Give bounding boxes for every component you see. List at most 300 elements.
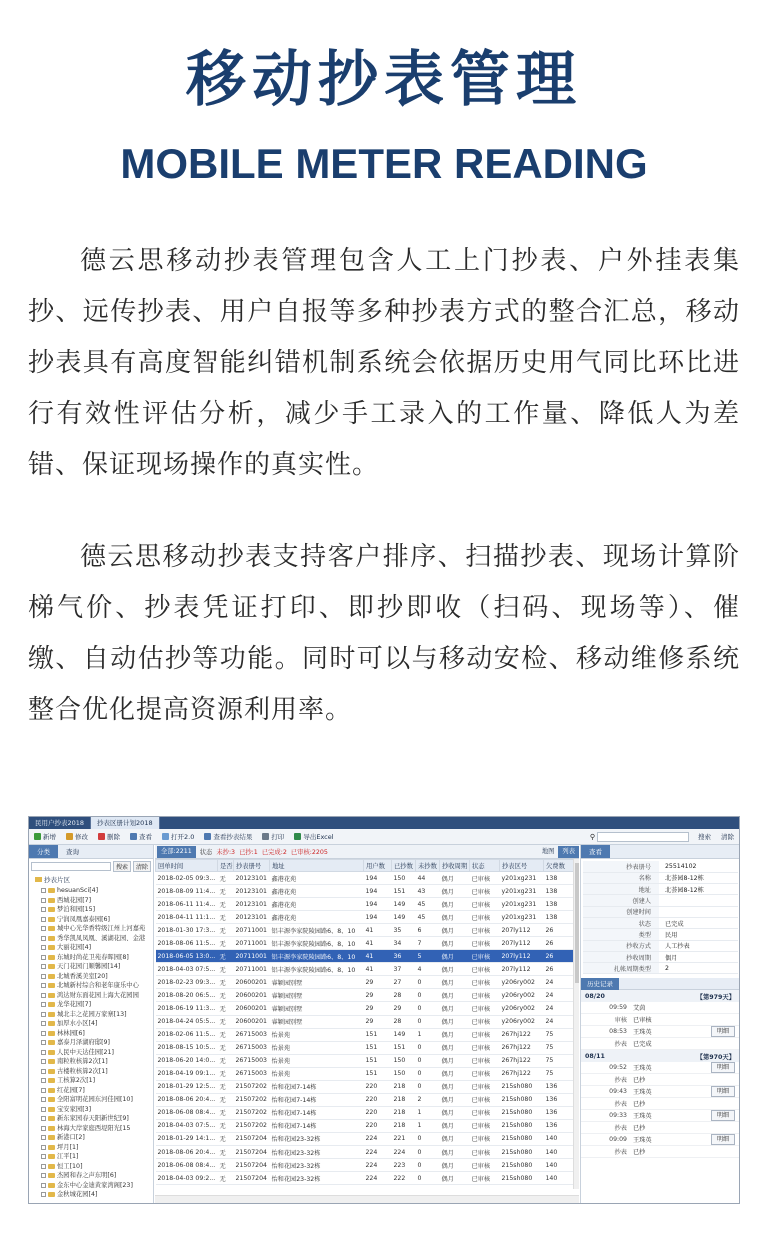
- history-row: [581, 1086, 739, 1098]
- property-value: [659, 906, 738, 917]
- expand-icon[interactable]: [41, 1002, 46, 1007]
- expand-icon[interactable]: [41, 1192, 46, 1197]
- column-header[interactable]: 抄表册号: [234, 860, 270, 872]
- table-cell: 20123101: [234, 872, 270, 885]
- reviewed-count: 已审核:2205: [290, 849, 328, 856]
- expand-icon[interactable]: [41, 1012, 46, 1017]
- table-row[interactable]: [156, 1041, 574, 1054]
- search-button[interactable]: 搜索: [698, 833, 711, 841]
- history-value: 已完成: [633, 1041, 652, 1049]
- tree-item[interactable]: [41, 1162, 153, 1172]
- tree-item[interactable]: [41, 1048, 153, 1058]
- clear-button[interactable]: 清除: [721, 833, 734, 841]
- property-key: 地址: [583, 884, 659, 895]
- table-cell: 41: [364, 924, 392, 937]
- expand-icon[interactable]: [41, 888, 46, 893]
- table-cell: 34: [392, 937, 416, 950]
- table-cell: 无: [218, 1067, 234, 1080]
- table-cell: 怡和花园23-32栋: [270, 1145, 364, 1158]
- table-cell: 45: [416, 911, 440, 924]
- expand-icon[interactable]: [41, 1116, 46, 1121]
- folder-icon: [48, 1078, 55, 1083]
- table-cell: 无: [218, 898, 234, 911]
- table-cell: 偶月: [440, 1015, 470, 1028]
- expand-icon[interactable]: [41, 983, 46, 988]
- table-cell: 20123101: [234, 885, 270, 898]
- table-cell: 220: [364, 1119, 392, 1132]
- folder-icon: [48, 1050, 55, 1055]
- history-date: 08/11: [585, 1052, 605, 1060]
- delete-label: 删除: [107, 833, 120, 841]
- expand-icon[interactable]: [41, 993, 46, 998]
- table-cell: 偶月: [440, 872, 470, 885]
- view-label: 查看: [139, 833, 152, 841]
- grid-horizontal-scrollbar[interactable]: [155, 1195, 579, 1203]
- table-cell: 已审核: [470, 872, 500, 885]
- tree-search: [29, 859, 153, 873]
- tree-item[interactable]: [41, 1124, 153, 1134]
- table-cell: 222: [392, 1172, 416, 1185]
- table-cell: y201xg231: [500, 911, 544, 924]
- table-cell: 睿颖园别墅: [270, 976, 364, 989]
- read-count: 已抄:1: [239, 849, 258, 856]
- table-cell: 2018-04-24 05:5...: [156, 1015, 218, 1028]
- table-cell: 无: [218, 885, 234, 898]
- table-cell: 215sh080: [500, 1093, 544, 1106]
- expand-icon[interactable]: [41, 945, 46, 950]
- table-cell: 20711001: [234, 950, 270, 963]
- table-cell: 149: [392, 898, 416, 911]
- expand-icon[interactable]: [41, 907, 46, 912]
- column-header[interactable]: 地址: [270, 860, 364, 872]
- expand-icon[interactable]: [41, 1135, 46, 1140]
- add-button[interactable]: [29, 832, 61, 841]
- table-cell: 铝丰源李家院陵园路6、8、10: [270, 950, 364, 963]
- property-key: 创建人: [583, 895, 659, 906]
- folder-icon: [48, 926, 55, 931]
- expand-icon[interactable]: [41, 1107, 46, 1112]
- folder-icon: [48, 1012, 55, 1017]
- table-cell: 24: [544, 976, 574, 989]
- tree-item-label: 加厚水小区[4]: [57, 1020, 98, 1027]
- tree-item[interactable]: [41, 1114, 153, 1124]
- table-row[interactable]: [156, 1172, 574, 1185]
- all-count-badge[interactable]: 全部:2211: [157, 846, 196, 858]
- table-cell: 已审核: [470, 1145, 500, 1158]
- property-key: 类型: [583, 929, 659, 940]
- expand-icon[interactable]: [41, 917, 46, 922]
- scroll-thumb[interactable]: [575, 863, 579, 983]
- table-row[interactable]: [156, 1028, 574, 1041]
- tree-item[interactable]: [41, 943, 153, 953]
- table-cell: 138: [544, 898, 574, 911]
- column-header[interactable]: 是否: [218, 860, 234, 872]
- table-row[interactable]: [156, 1145, 574, 1158]
- table-row[interactable]: [156, 924, 574, 937]
- table-cell: 75: [544, 1028, 574, 1041]
- table-cell: 怡景苑: [270, 1067, 364, 1080]
- table-row[interactable]: [156, 885, 574, 898]
- table-cell: 偶月: [440, 911, 470, 924]
- table-row[interactable]: [156, 937, 574, 950]
- table-row[interactable]: [156, 1002, 574, 1015]
- folder-icon: [48, 1154, 55, 1159]
- tab-resident-meter[interactable]: 民用户抄表2018: [29, 817, 91, 829]
- view-results-button[interactable]: [199, 832, 257, 841]
- folder-icon: [48, 974, 55, 979]
- tree-item[interactable]: [41, 886, 153, 896]
- folder-icon: [48, 1145, 55, 1150]
- export-label: 导出Excel: [303, 833, 334, 841]
- table-cell: y201xg231: [500, 898, 544, 911]
- table-cell: 无: [218, 872, 234, 885]
- table-header-row: [156, 860, 574, 872]
- table-cell: 224: [364, 1172, 392, 1185]
- table-cell: 140: [544, 1145, 574, 1158]
- table-cell: 偶月: [440, 885, 470, 898]
- tree-item[interactable]: [41, 953, 153, 963]
- column-header[interactable]: 已抄数: [392, 860, 416, 872]
- tree-item[interactable]: [41, 1171, 153, 1181]
- table-row[interactable]: [156, 898, 574, 911]
- table-cell: 21507202: [234, 1080, 270, 1093]
- tree-item-label: 嘉泰月泽湖府邸[9]: [57, 1039, 110, 1046]
- tree-item[interactable]: [41, 924, 153, 934]
- read-filter[interactable]: [237, 847, 260, 856]
- detail-button[interactable]: 明细: [711, 1062, 735, 1073]
- expand-icon[interactable]: [41, 964, 46, 969]
- property-value: 人工抄表: [659, 940, 738, 951]
- tree-item[interactable]: [41, 1095, 153, 1105]
- delete-button[interactable]: [93, 832, 125, 841]
- table-cell: 无: [218, 924, 234, 937]
- tree-item[interactable]: [41, 1076, 153, 1086]
- detail-button[interactable]: 明细: [711, 1086, 735, 1097]
- table-cell: 已审核: [470, 1159, 500, 1172]
- table-cell: 29: [364, 989, 392, 1002]
- table-cell: 20600201: [234, 1015, 270, 1028]
- history-value: 已抄: [633, 1125, 646, 1133]
- meter-grid-panel: [155, 845, 579, 1203]
- tree-search-input[interactable]: [31, 862, 111, 871]
- tree-item[interactable]: [41, 934, 153, 944]
- table-cell: 218: [392, 1080, 416, 1093]
- table-cell: 已审核: [470, 1093, 500, 1106]
- column-header[interactable]: 回单时间: [156, 860, 218, 872]
- table-cell: 43: [416, 885, 440, 898]
- tree-item[interactable]: [41, 972, 153, 982]
- table-cell: 怡景苑: [270, 1028, 364, 1041]
- export-excel-button[interactable]: [289, 832, 338, 841]
- table-cell: 267hj122: [500, 1067, 544, 1080]
- expand-icon[interactable]: [41, 1050, 46, 1055]
- folder-icon: [48, 1097, 55, 1102]
- table-cell: 睿颖园别墅: [270, 989, 364, 1002]
- tree-clear-button[interactable]: 清除: [133, 861, 151, 872]
- table-cell: 267hj122: [500, 1028, 544, 1041]
- folder-icon: [48, 1059, 55, 1064]
- folder-icon: [48, 1107, 55, 1112]
- expand-icon[interactable]: [41, 1078, 46, 1083]
- table-row[interactable]: [156, 1119, 574, 1132]
- table-cell: 睿颖园别墅: [270, 1015, 364, 1028]
- tree-item[interactable]: [41, 905, 153, 915]
- tree-item[interactable]: [41, 991, 153, 1001]
- table-cell: 194: [364, 885, 392, 898]
- tree-item-label: 龙华花园[7]: [57, 1001, 92, 1008]
- table-row[interactable]: [156, 1015, 574, 1028]
- table-row[interactable]: [156, 1159, 574, 1172]
- table-row[interactable]: [156, 963, 574, 976]
- column-header[interactable]: 状态: [470, 860, 500, 872]
- table-cell: 偶月: [440, 1132, 470, 1145]
- table-cell: 1: [416, 1028, 440, 1041]
- search-input[interactable]: [597, 832, 689, 842]
- expand-icon[interactable]: [41, 1164, 46, 1169]
- folder-icon: [48, 1135, 55, 1140]
- tree-item[interactable]: [41, 1000, 153, 1010]
- toolbar-search: [590, 832, 739, 842]
- table-row[interactable]: [156, 1132, 574, 1145]
- table-row[interactable]: [156, 1080, 574, 1093]
- table-cell: 0: [416, 1080, 440, 1093]
- column-header[interactable]: 欠费数: [544, 860, 574, 872]
- history-group-header: [581, 1050, 739, 1062]
- tree-item[interactable]: [41, 1190, 153, 1200]
- tree-item[interactable]: [41, 1010, 153, 1020]
- table-cell: 已审核: [470, 1041, 500, 1054]
- table-cell: 26715003: [234, 1067, 270, 1080]
- table-cell: 41: [364, 937, 392, 950]
- table-row[interactable]: [156, 872, 574, 885]
- table-row[interactable]: [156, 976, 574, 989]
- table-cell: 20711001: [234, 963, 270, 976]
- property-value: 2: [659, 963, 738, 974]
- tree-item[interactable]: [41, 1105, 153, 1115]
- expand-icon[interactable]: [41, 1031, 46, 1036]
- table-cell: 151: [364, 1028, 392, 1041]
- expand-icon[interactable]: [41, 898, 46, 903]
- tree-item[interactable]: [41, 915, 153, 925]
- detail-panel: [580, 845, 739, 1203]
- expand-icon[interactable]: [41, 1126, 46, 1131]
- table-row[interactable]: [156, 989, 574, 1002]
- tree-item[interactable]: [41, 1029, 153, 1039]
- expand-icon[interactable]: [41, 1183, 46, 1188]
- table-cell: 2018-04-19 09:1...: [156, 1067, 218, 1080]
- history-key: 09:52: [609, 1064, 627, 1072]
- intro-paragraph-2: 德云思移动抄表支持客户排序、扫描抄表、现场计算阶梯气价、抄表凭证打印、即抄即收（扫码、现场等）、催缴、自动估抄等功能。同时可以与移动安检、移动维修系统整合优化提高资源利用率。: [28, 542, 740, 725]
- tree-item-label: 恒工[10]: [57, 1162, 83, 1170]
- table-row[interactable]: [156, 911, 574, 924]
- history-key: 08:53: [609, 1028, 627, 1036]
- property-value: 偶月: [659, 951, 738, 962]
- table-cell: 221: [392, 1132, 416, 1145]
- table-cell: 怡和花园23-32栋: [270, 1172, 364, 1185]
- table-cell: 偶月: [440, 1080, 470, 1093]
- table-cell: 已审核: [470, 1002, 500, 1015]
- table-cell: 偶月: [440, 1145, 470, 1158]
- history-key: 抄表: [614, 1149, 627, 1157]
- column-header[interactable]: 抄表区号: [500, 860, 544, 872]
- table-cell: 偶月: [440, 963, 470, 976]
- history-key: 09:43: [609, 1088, 627, 1096]
- expand-icon[interactable]: [41, 1097, 46, 1102]
- print-button[interactable]: [257, 832, 289, 841]
- edit-label: 修改: [75, 833, 88, 841]
- table-cell: 267hj122: [500, 1041, 544, 1054]
- tree-item[interactable]: [41, 1133, 153, 1143]
- table-cell: 2018-08-06 20:4...: [156, 1145, 218, 1158]
- tree-item[interactable]: [41, 1019, 153, 1029]
- tree-item[interactable]: [41, 962, 153, 972]
- folder-icon: [48, 1192, 55, 1197]
- table-cell: y201xg231: [500, 872, 544, 885]
- table-cell: 37: [392, 963, 416, 976]
- history-value: 王珠英: [633, 1065, 652, 1073]
- table-cell: 223: [392, 1159, 416, 1172]
- table-cell: 2018-06-11 11:4...: [156, 898, 218, 911]
- table-row[interactable]: [156, 1106, 574, 1119]
- expand-icon[interactable]: [41, 955, 46, 960]
- tree-item-label: 西城花园[7]: [57, 896, 92, 904]
- table-cell: 150: [392, 872, 416, 885]
- table-cell: 20123101: [234, 911, 270, 924]
- column-header[interactable]: 未抄数: [416, 860, 440, 872]
- table-cell: 26: [544, 924, 574, 937]
- history-tab[interactable]: 历史记录: [581, 978, 619, 990]
- done-filter[interactable]: [260, 847, 289, 856]
- expand-icon[interactable]: [41, 1088, 46, 1093]
- tree-item[interactable]: [41, 1181, 153, 1191]
- table-cell: 136: [544, 1119, 574, 1132]
- table-cell: 铝丰源李家院陵园路6、8、10: [270, 937, 364, 950]
- table-row[interactable]: [156, 950, 574, 963]
- history-days: 【第970天】: [696, 1053, 735, 1061]
- expand-icon[interactable]: [41, 1059, 46, 1064]
- tree-item[interactable]: [41, 1143, 153, 1153]
- table-cell: 2018-06-19 11:3...: [156, 1002, 218, 1015]
- table-cell: 0: [416, 989, 440, 1002]
- column-header[interactable]: 用户数: [364, 860, 392, 872]
- table-cell: 0: [416, 1145, 440, 1158]
- property-row: [583, 917, 738, 928]
- tree-item[interactable]: [41, 1067, 153, 1077]
- list-view-button[interactable]: 列表: [558, 846, 579, 858]
- tree-item[interactable]: [41, 1086, 153, 1096]
- view-button[interactable]: [125, 832, 157, 841]
- expand-icon[interactable]: [41, 936, 46, 941]
- edit-button[interactable]: [61, 832, 93, 841]
- tree-search-button[interactable]: 搜索: [113, 861, 131, 872]
- tree-item-label: 天门花园门顺馨园[14]: [57, 963, 121, 970]
- expand-icon[interactable]: [41, 1021, 46, 1026]
- tree-item[interactable]: [41, 1038, 153, 1048]
- expand-icon[interactable]: [41, 1040, 46, 1045]
- table-cell: 无: [218, 937, 234, 950]
- expand-icon[interactable]: [41, 1154, 46, 1159]
- expand-icon[interactable]: [41, 926, 46, 931]
- folder-icon: [35, 877, 42, 882]
- table-cell: 28: [392, 1015, 416, 1028]
- table-row[interactable]: [156, 1054, 574, 1067]
- map-view-button[interactable]: 地图: [541, 847, 555, 855]
- expand-icon[interactable]: [41, 1069, 46, 1074]
- tree-item[interactable]: [41, 981, 153, 991]
- table-row[interactable]: [156, 1093, 574, 1106]
- history-key: 09:59: [609, 1004, 627, 1012]
- reviewed-filter[interactable]: [289, 847, 330, 856]
- table-cell: 无: [218, 1041, 234, 1054]
- table-cell: 20711001: [234, 937, 270, 950]
- folder-icon: [48, 936, 55, 941]
- table-cell: 睿颖园别墅: [270, 1002, 364, 1015]
- table-cell: 218: [392, 1106, 416, 1119]
- table-cell: 2018-04-03 07:5...: [156, 963, 218, 976]
- column-header[interactable]: 抄收周期: [440, 860, 470, 872]
- grid-vertical-scrollbar[interactable]: [573, 859, 579, 1189]
- table-cell: 已审核: [470, 924, 500, 937]
- table-cell: 140: [544, 1132, 574, 1145]
- table-cell: 224: [364, 1159, 392, 1172]
- table-cell: 偶月: [440, 1002, 470, 1015]
- table-cell: 29: [364, 1002, 392, 1015]
- table-cell: 偶月: [440, 1041, 470, 1054]
- table-cell: 224: [364, 1132, 392, 1145]
- tree-item[interactable]: [41, 1057, 153, 1067]
- tab-category[interactable]: 分类: [29, 845, 58, 858]
- detail-button[interactable]: 明细: [711, 1110, 735, 1121]
- table-cell: 140: [544, 1159, 574, 1172]
- table-cell: 已审核: [470, 950, 500, 963]
- not-read-filter[interactable]: [214, 847, 237, 856]
- table-cell: 215sh080: [500, 1159, 544, 1172]
- table-row[interactable]: [156, 1067, 574, 1080]
- table-cell: 75: [544, 1041, 574, 1054]
- history-list: [581, 990, 739, 1158]
- property-key: 名称: [583, 872, 659, 883]
- property-row: [583, 963, 738, 974]
- tree-item[interactable]: [41, 1152, 153, 1162]
- table-cell: 偶月: [440, 1054, 470, 1067]
- property-row: [583, 906, 738, 917]
- history-header: [581, 978, 739, 990]
- folder-icon: [48, 1002, 55, 1007]
- tab-view[interactable]: 查看: [581, 845, 610, 858]
- tab-query[interactable]: 查询: [66, 848, 79, 856]
- expand-icon[interactable]: [41, 1145, 46, 1150]
- tree-root[interactable]: [29, 873, 153, 886]
- tab-meter-plan[interactable]: 抄表区册计划2018: [91, 817, 160, 829]
- grid-summary: [155, 845, 579, 859]
- detail-button[interactable]: 明细: [711, 1134, 735, 1145]
- table-cell: 已审核: [470, 1106, 500, 1119]
- table-cell: 2: [416, 1093, 440, 1106]
- open-button[interactable]: [157, 832, 199, 841]
- table-cell: 1: [416, 1106, 440, 1119]
- expand-icon[interactable]: [41, 1173, 46, 1178]
- table-cell: 20711001: [234, 924, 270, 937]
- table-cell: y201xg231: [500, 885, 544, 898]
- tree-item[interactable]: [41, 896, 153, 906]
- expand-icon[interactable]: [41, 974, 46, 979]
- table-cell: 已审核: [470, 989, 500, 1002]
- detail-button[interactable]: 明细: [711, 1026, 735, 1037]
- folder-icon: [48, 1173, 55, 1178]
- folder-icon: [48, 964, 55, 969]
- table-cell: 鑫港花苑: [270, 911, 364, 924]
- table-cell: 无: [218, 1119, 234, 1132]
